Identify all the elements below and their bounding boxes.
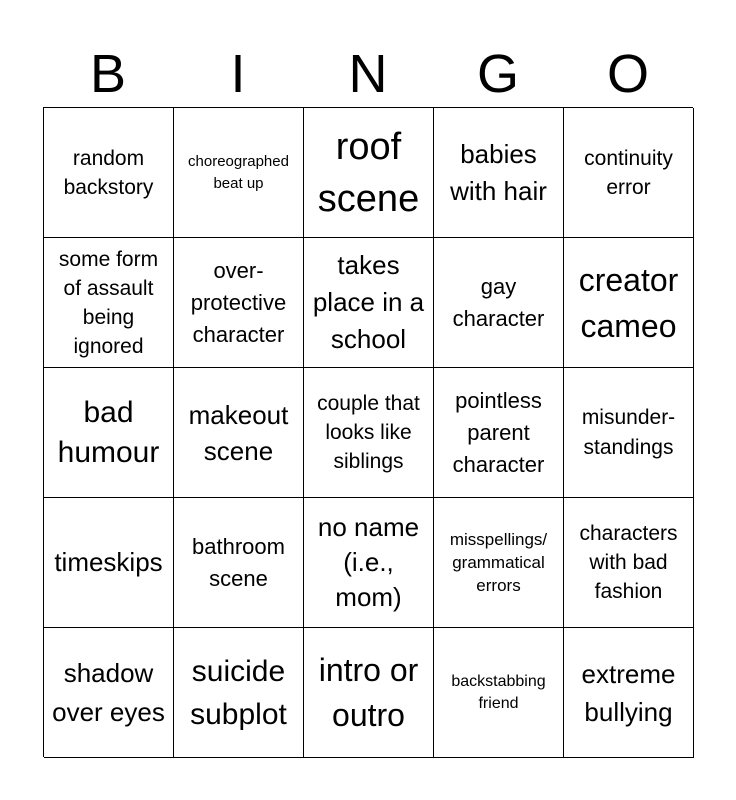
bingo-cell[interactable] [44,108,174,238]
bingo-cell[interactable] [564,368,694,498]
cell-text: misunder-standings [581,405,676,459]
bingo-cell[interactable] [564,238,694,368]
bingo-cell[interactable] [304,238,434,368]
cell-text: gay character [452,273,545,331]
cell-text: some form of assault being ignored [58,247,159,358]
cell-text: no name (i.e., mom) [317,512,420,612]
cell-text: takes place in a school [312,250,425,354]
bingo-cell[interactable] [434,498,564,628]
bingo-cell[interactable] [304,498,434,628]
cell-text: couple that looks like siblings [317,392,420,473]
bingo-cell[interactable] [304,368,434,498]
header-letter-n: N [348,44,388,104]
bingo-cell[interactable] [434,628,564,758]
bingo-cell[interactable] [304,108,434,238]
bingo-cell[interactable] [174,108,304,238]
bingo-cell[interactable] [174,498,304,628]
cell-text: over-protective character [190,257,287,347]
cell-text: timeskips [54,547,163,577]
bingo-cell[interactable] [44,368,174,498]
bingo-cell[interactable] [564,108,694,238]
bingo-cell[interactable] [564,498,694,628]
header-letter-b: B [89,44,127,104]
cell-text: pointless parent character [452,387,545,477]
bingo-cell[interactable] [304,628,434,758]
bingo-cell[interactable] [434,108,564,238]
cell-text: suicide subplot [190,654,287,731]
header-letter-i: I [230,44,246,104]
cell-text: intro or outro [318,651,419,733]
bingo-board [43,107,693,757]
bingo-header [43,40,693,108]
cell-text: creator cameo [578,261,679,344]
header-letter-g: G [476,44,519,104]
cell-text: backstabbing friend [451,672,546,712]
bingo-cell[interactable] [44,498,174,628]
bingo-cell[interactable] [564,628,694,758]
cell-text: extreme bullying [581,658,676,727]
bingo-cell[interactable] [174,628,304,758]
cell-text: misspellings/ grammatical errors [449,530,548,595]
cell-text: makeout scene [188,399,289,466]
cell-text: characters with bad fashion [579,522,678,603]
bingo-cell[interactable] [44,238,174,368]
bingo-cell[interactable] [174,238,304,368]
bingo-cell[interactable] [434,368,564,498]
bingo-cell[interactable] [174,368,304,498]
bingo-cell[interactable] [44,628,174,758]
cell-text: bathroom scene [192,533,285,591]
header-letter-o: O [606,44,649,104]
cell-text: babies with hair [450,138,547,206]
cell-text: shadow over eyes [52,657,165,727]
cell-text: continuity error [584,146,673,199]
cell-text: roof scene [317,125,420,220]
bingo-cell[interactable] [434,238,564,368]
cell-text: choreographed beat up [188,152,289,192]
cell-text: bad humour [57,395,160,469]
cell-text: random backstory [63,146,154,199]
